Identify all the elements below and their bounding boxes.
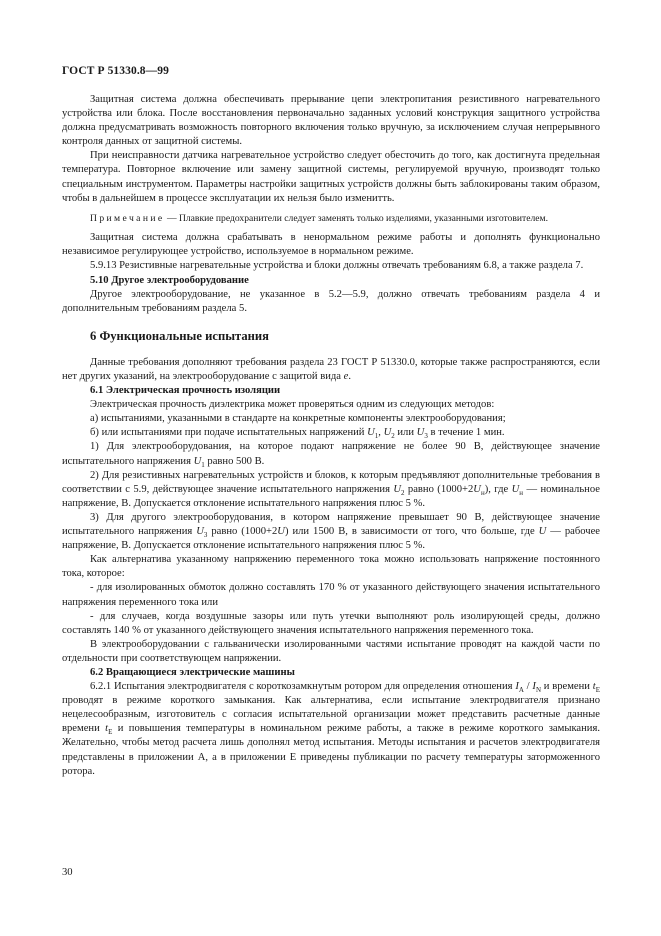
current-subscript: A xyxy=(518,686,524,695)
list-item: - для случаев, когда воздушные зазоры или путь утечки выполняют роль изолирующей среды, должно составлять 140 % от указанного действующего значения испытательного напряжения переменного тока. xyxy=(62,610,600,636)
voltage-subscript: 3 xyxy=(203,531,208,540)
current-symbol: I xyxy=(532,681,536,693)
current-subscript: N xyxy=(535,686,541,695)
paragraph: Другое электрооборудование, не указанное в 5.2—5.9, должно отвечать требованиям раздела 4 и дополнительным требованиям раздела 5. xyxy=(62,288,600,314)
paragraph-text: — рабочее напряжение, В. Допускается отклонение испытательного напряжения плюс 5 %. xyxy=(62,526,600,552)
ratio-slash: / xyxy=(523,681,533,693)
time-symbol: t xyxy=(592,681,596,693)
voltage-subscript: 2 xyxy=(391,432,395,441)
voltage-subscript: н xyxy=(480,488,485,497)
paragraph-text: — номинальное напряжение, В. Допускается отклонение испытательного напряжения плюс 5 %. xyxy=(62,483,600,509)
paragraph: При неисправности датчика нагревательное устройство следует обесточить до того, как достигнута предельная температура. Повторное включение или замену защитной системы, регулируемой вручную, производят только специальным инструментом. Параметры настройки защитных устройств должны быть заблокированы таким образом, чтобы в дальнейшем в процессе эксплуатации их нельзя было изменитть. xyxy=(62,150,600,204)
time-symbol: t xyxy=(105,723,109,735)
paragraph-text: Данные требования дополняют требования раздела 23 ГОСТ Р 51330.0, которые также распространяются, если нет других указаний, на электрооборудование с защитой вида xyxy=(62,356,600,382)
paragraph-text: равно 500 В. xyxy=(204,455,265,467)
voltage-symbol: U xyxy=(473,483,481,495)
voltage-subscript: 3 xyxy=(424,432,428,441)
list-item: - для изолированных обмоток должно составлять 170 % от указанного действующего значения испытательного напряжения переменного тока или xyxy=(62,582,600,608)
voltage-symbol: U xyxy=(383,427,392,439)
subsection-heading: 6.1 Электрическая прочность изоляции xyxy=(90,385,281,397)
paragraph: В электрооборудовании с гальванически изолированными частями испытание проводят на каждой части по отдельности при соответствующем напряжении. xyxy=(62,638,600,664)
paragraph-text: равно (1000+2 xyxy=(404,483,474,495)
list-item: б) или испытаниями при подаче испытательных напряжений $U_1$, $U_2$ или $U_3$ в течение 1 мин. xyxy=(90,427,505,441)
protection-type-symbol: е xyxy=(343,371,349,382)
voltage-subscript: 2 xyxy=(401,488,405,497)
paragraph-text: б) или испытаниями при подаче испытательных напряжений xyxy=(90,427,368,439)
note-text: — Плавкие предохранители следует заменять только изделиями, указанными изготовителем. xyxy=(164,212,548,224)
paragraph-text: 6.2.1 Испытания электродвигателя с короткозамкнутым ротором для определения отношения xyxy=(90,681,516,693)
page-content xyxy=(62,93,600,779)
voltage-symbol: U xyxy=(277,526,285,538)
note-label: Примечание xyxy=(90,212,165,224)
section-heading: 6 Функциональные испытания xyxy=(90,328,269,343)
paragraph xyxy=(62,680,600,779)
voltage-subscript: н xyxy=(519,488,524,497)
paragraph-text: в течение 1 мин. xyxy=(427,427,505,439)
paragraph-text: и времени xyxy=(541,681,593,693)
voltage-symbol: U xyxy=(367,427,375,439)
paragraph: Как альтернатива указанному напряжению переменного тока можно использовать напряжение постоянного тока, которое: xyxy=(62,554,600,580)
voltage-symbol: U xyxy=(196,526,204,538)
paragraph: Электрическая прочность диэлектрика может проверяться одним из следующих методов: xyxy=(90,399,495,411)
paragraph xyxy=(62,440,600,468)
paragraph xyxy=(62,469,600,511)
paragraph-text: проводят в режиме короткого замыкания. Как альтернатива, если испытание электродвигателя признано нецелесообразным, изготовитель с согласия испытательной организации может представить расчетные данные времени xyxy=(62,695,600,735)
voltage-symbol: U xyxy=(416,427,425,439)
paragraph-text: 2) Для резистивных нагревательных устройств и блоков, к которым предъявляют дополнительные требования в соответствии с 5.9, действующее значение испытательного напряжения xyxy=(62,469,600,495)
paragraph: Защитная система должна обеспечивать прерывание цепи электропитания резистивного нагревательного устройства или блока. После восстановления первоначально заданных условий конструкция защитного устройства должна предусматривать возможность повторного включения только вручную, за исключением случая непрерывного контроля данных от защитной системы. xyxy=(62,94,600,148)
voltage-symbol: U xyxy=(393,483,402,495)
list-item: а) испытаниями, указанными в стандарте на конкретные компоненты электрооборудования; xyxy=(90,413,506,425)
voltage-symbol: U xyxy=(511,483,520,495)
paragraph: Защитная система должна срабатывать в ненормальном режиме работы и дополнять функционально независимое регулирующее устройство, используемое в нормальном режиме. xyxy=(62,232,600,258)
current-symbol: I xyxy=(515,681,519,693)
paragraph-text: равно (1000+2 xyxy=(207,526,278,538)
time-subscript: E xyxy=(595,686,600,695)
page-number: 30 xyxy=(62,867,73,878)
subsection-heading: 5.10 Другое электрооборудование xyxy=(90,274,249,286)
paragraph xyxy=(62,356,600,384)
paragraph-text: 1) Для электрооборудования, на которое подают напряжение не более 90 В, действующее значение испытательного напряжения xyxy=(62,441,600,467)
voltage-symbol: U xyxy=(538,526,547,538)
paragraph-text: ) или 1500 В, в зависимости от того, что больше, где xyxy=(284,526,539,538)
voltage-subscript: 1 xyxy=(374,432,379,441)
paragraph-text: или xyxy=(394,427,417,439)
paragraph xyxy=(62,511,600,553)
subsection-heading: 6.2 Вращающиеся электрические машины xyxy=(90,666,295,678)
paragraph: 5.9.13 Резистивные нагревательные устройства и блоки должны отвечать требованиям 6.8, а также раздела 7. xyxy=(90,260,584,272)
paragraph-text: ), где xyxy=(484,483,512,495)
paragraph-text: 3) Для другого электрооборудования, в котором напряжение превышает 90 В, действующее значение испытательного напряжения xyxy=(62,511,600,538)
time-subscript: E xyxy=(108,728,113,737)
voltage-symbol: U xyxy=(193,455,202,467)
voltage-subscript: 1 xyxy=(201,460,205,469)
standard-header: ГОСТ Р 51330.8—99 xyxy=(62,65,169,77)
paragraph-text: . xyxy=(348,371,352,382)
paragraph-text: и повышения температуры в номинальном режиме работы, а также в режиме короткого замыкания. Желательно, чтобы метод расчета лишь дополнял метод испытания. Методы испытания и расчетов электродвигателя представлены в приложении А, а в приложении Е приведены публикации по расчету температуры заторможенного ротора. xyxy=(62,723,600,777)
note xyxy=(62,212,600,226)
